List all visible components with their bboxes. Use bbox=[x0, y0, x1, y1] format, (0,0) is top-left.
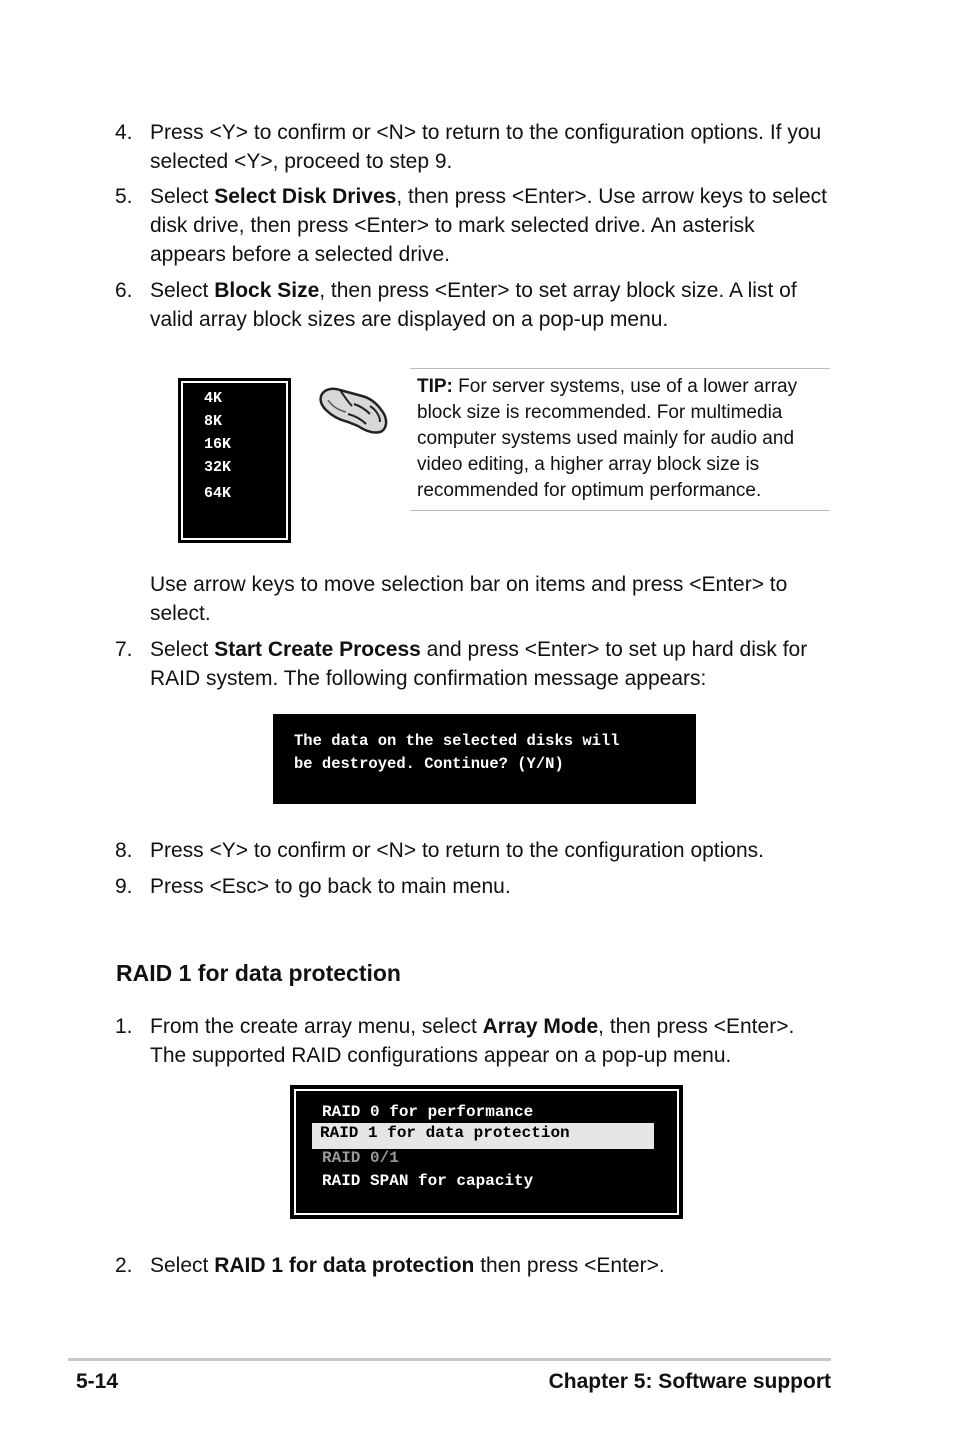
bold-term: Array Mode bbox=[482, 1015, 599, 1038]
tip-box bbox=[410, 368, 830, 511]
step-text: Select Select Disk Drives, then press <Enter>. Use arrow keys to select disk drive, then press <Enter> to mark selected drive. An asterisk appears before a selected drive. bbox=[150, 185, 828, 266]
raid-option-raid01[interactable]: RAID 0/1 bbox=[322, 1149, 399, 1167]
block-size-option[interactable]: 16K bbox=[204, 436, 232, 453]
step-5 bbox=[115, 182, 835, 269]
step-9 bbox=[115, 872, 835, 901]
page-number: 5-14 bbox=[76, 1370, 119, 1393]
step-number: 9. bbox=[115, 875, 133, 898]
step-number: 1. bbox=[115, 1015, 133, 1038]
block-size-option[interactable]: 4K bbox=[204, 390, 223, 407]
step-text: Press <Y> to confirm or <N> to return to the configuration options. bbox=[150, 839, 764, 862]
pointing-hand-icon bbox=[318, 380, 390, 438]
tip-text: For server systems, use of a lower array block size is recommended. For multimedia computer systems used mainly for audio and video editing, a higher array block size is recommended for optimum performance. bbox=[417, 376, 798, 501]
step-number: 7. bbox=[115, 638, 133, 661]
block-size-option[interactable]: 32K bbox=[204, 459, 232, 476]
bold-term: Block Size bbox=[214, 279, 320, 302]
step-text: From the create array menu, select Array Mode, then press <Enter>. The supported RAID configurations appear on a pop-up menu. bbox=[150, 1015, 795, 1067]
raid-step-2 bbox=[115, 1251, 835, 1280]
step-7 bbox=[115, 635, 835, 693]
step-4 bbox=[115, 118, 835, 176]
step-number: 2. bbox=[115, 1254, 133, 1277]
step-text: Select Block Size, then press <Enter> to set array block size. A list of valid array block sizes are displayed on a pop-up menu. bbox=[150, 279, 797, 331]
confirmation-message-line: be destroyed. Continue? (Y/N) bbox=[294, 755, 564, 773]
step-text: Press <Y> to confirm or <N> to return to the configuration options. If you selected <Y>, proceed to step 9. bbox=[150, 121, 822, 173]
raid-step-1 bbox=[115, 1012, 835, 1070]
chapter-title: Chapter 5: Software support bbox=[548, 1370, 831, 1393]
section-heading: RAID 1 for data protection bbox=[116, 960, 401, 986]
step-number: 6. bbox=[115, 279, 133, 302]
step-number: 5. bbox=[115, 185, 133, 208]
footer-divider bbox=[68, 1358, 831, 1361]
raid-option-raid1-selected[interactable]: RAID 1 for data protection bbox=[312, 1123, 654, 1149]
tip-label: TIP: bbox=[417, 376, 453, 397]
bold-term: RAID 1 for data protection bbox=[214, 1254, 475, 1277]
raid-mode-menu bbox=[290, 1085, 683, 1219]
block-size-option[interactable]: 8K bbox=[204, 413, 223, 430]
step-8 bbox=[115, 836, 835, 865]
raid-option-raid-span[interactable]: RAID SPAN for capacity bbox=[322, 1172, 534, 1190]
block-size-option[interactable]: 64K bbox=[204, 485, 232, 502]
bold-term: Start Create Process bbox=[214, 638, 421, 661]
block-size-menu-border bbox=[181, 381, 288, 540]
bold-term: Select Disk Drives bbox=[214, 185, 397, 208]
confirmation-message-box bbox=[273, 714, 696, 804]
raid-option-raid0[interactable]: RAID 0 for performance bbox=[322, 1103, 534, 1121]
block-size-menu bbox=[178, 378, 291, 543]
step-number: 4. bbox=[115, 121, 133, 144]
step-number: 8. bbox=[115, 839, 133, 862]
arrow-keys-note: Use arrow keys to move selection bar on items and press <Enter> to select. bbox=[150, 573, 788, 625]
step-6 bbox=[115, 276, 835, 334]
step-text: Select Start Create Process and press <Enter> to set up hard disk for RAID system. The following confirmation message appears: bbox=[150, 638, 808, 690]
confirmation-message-line: The data on the selected disks will bbox=[294, 732, 620, 750]
step-text: Select RAID 1 for data protection then press <Enter>. bbox=[150, 1254, 665, 1277]
step-text: Press <Esc> to go back to main menu. bbox=[150, 875, 511, 898]
